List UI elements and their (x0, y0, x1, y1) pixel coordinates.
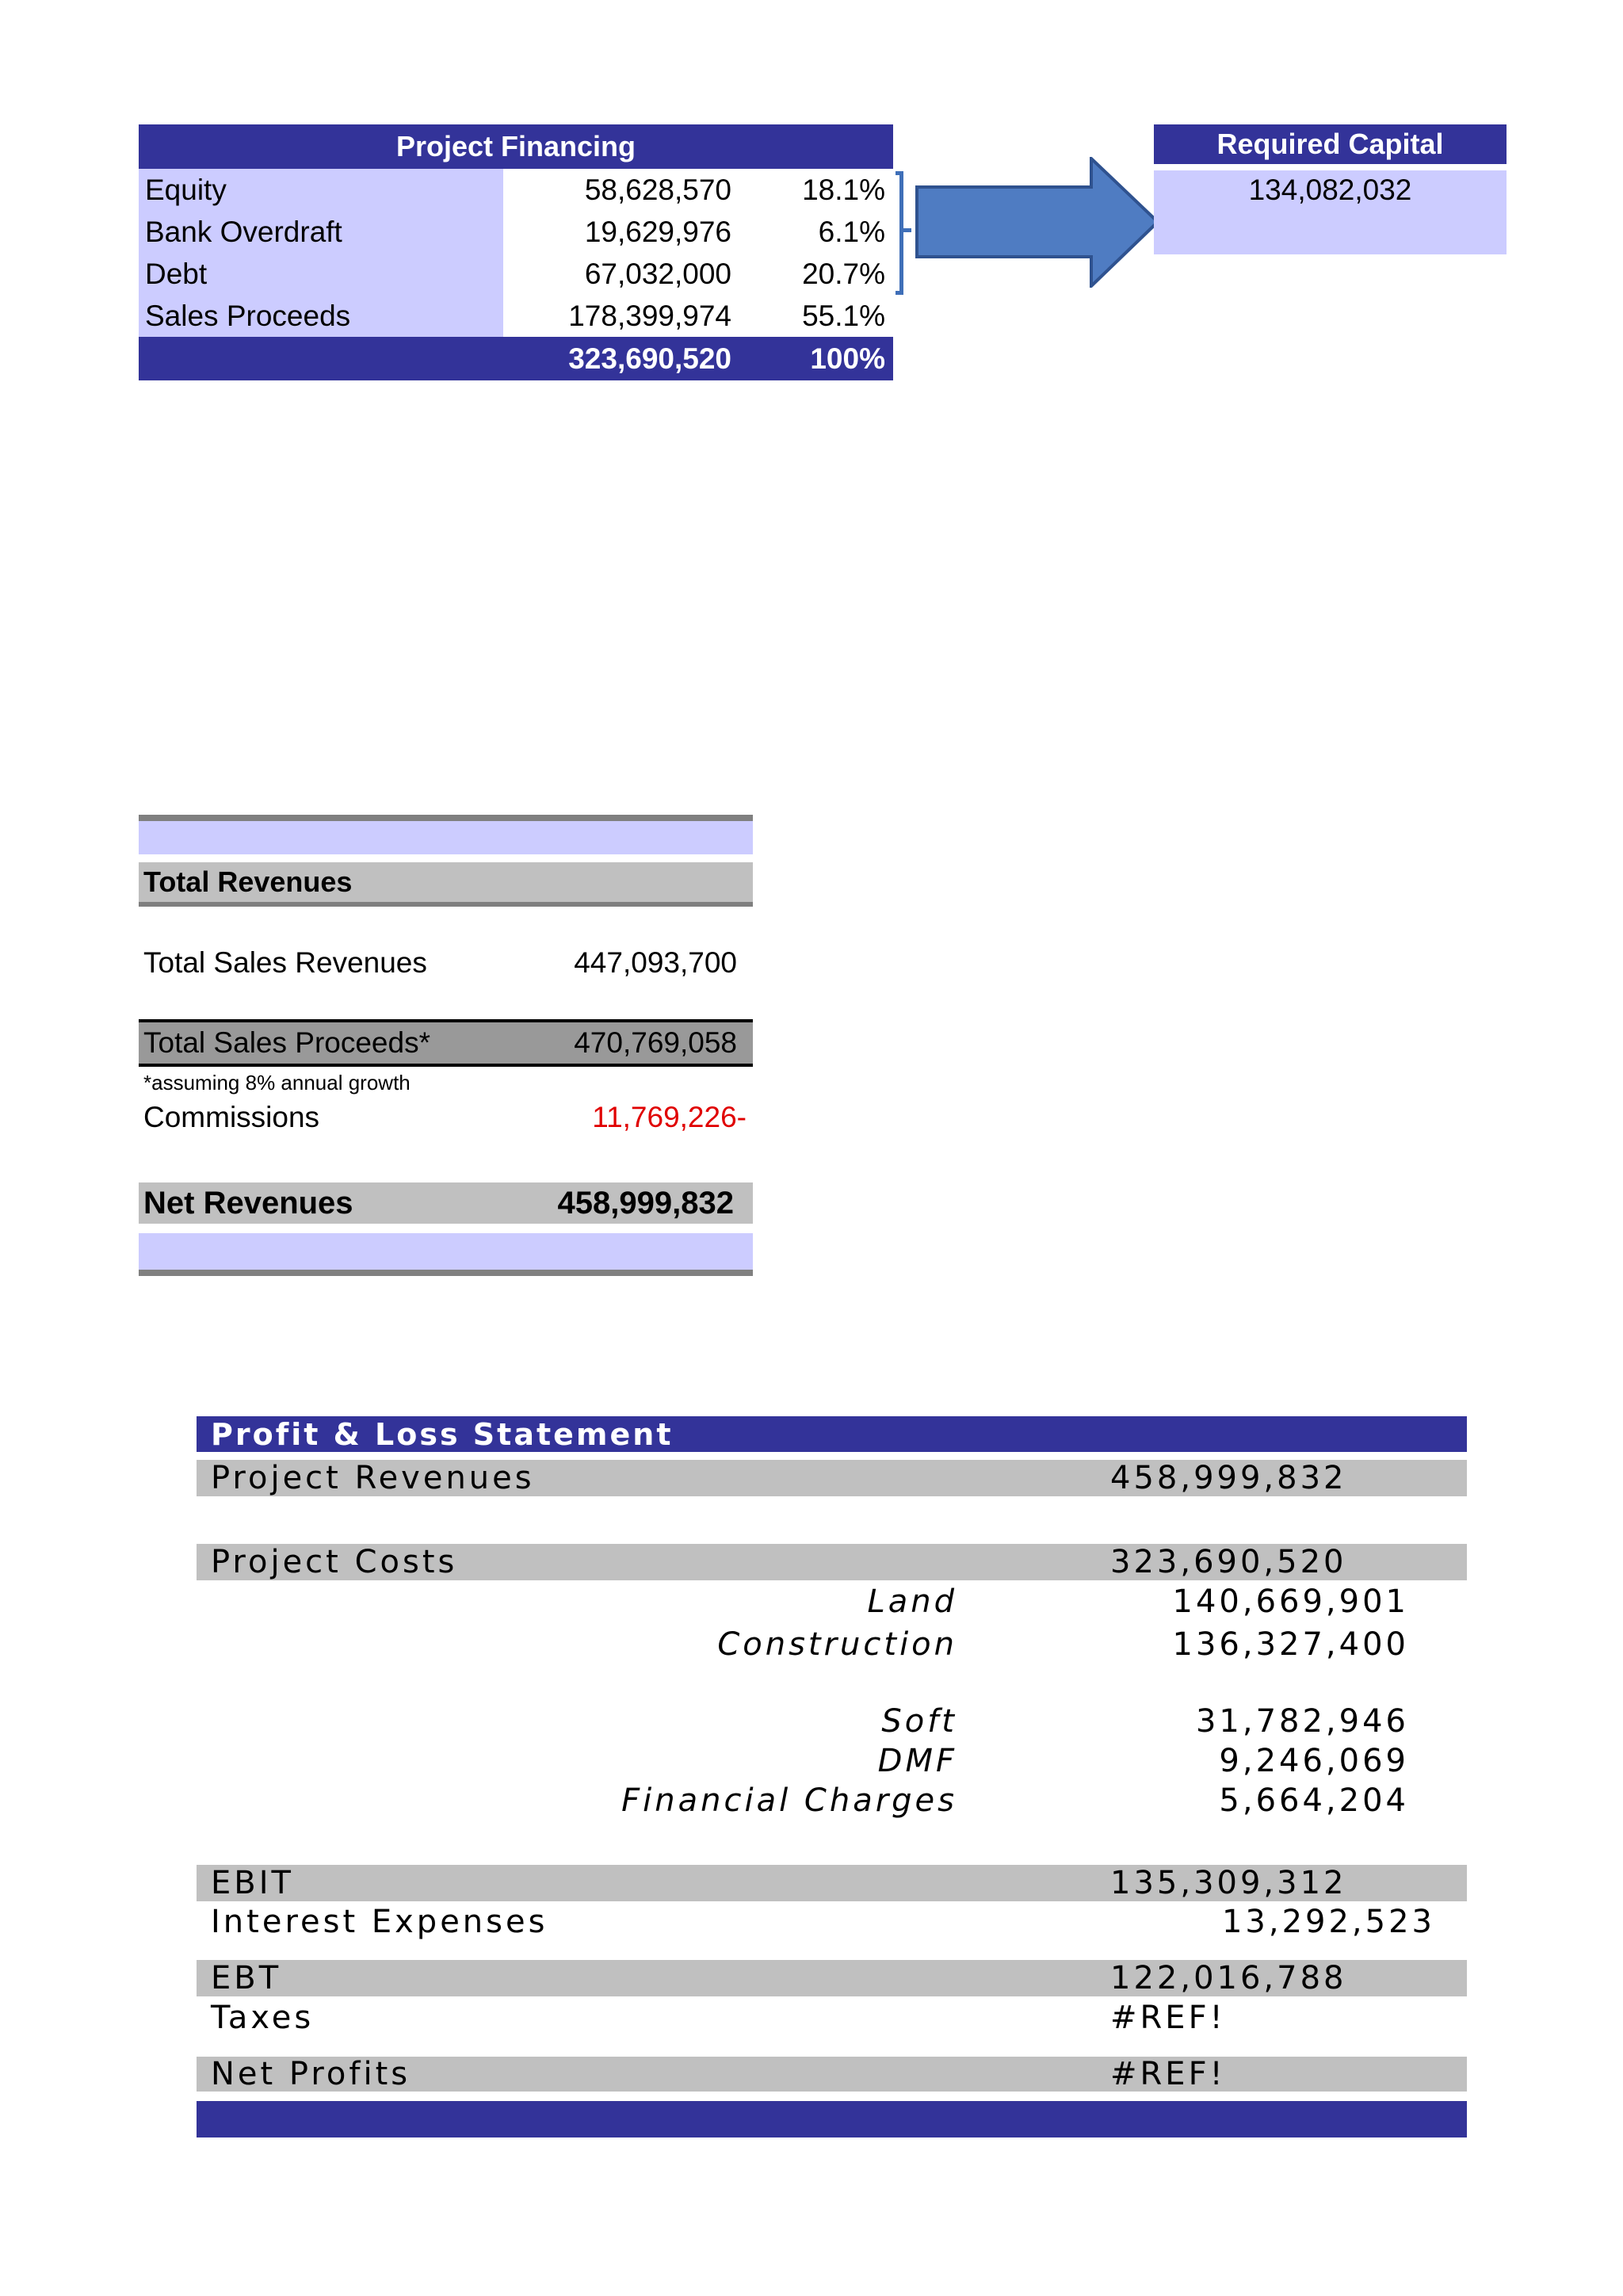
pnl-sub-label: Land (867, 1584, 957, 1620)
pnl-taxes-row (197, 1996, 1467, 2039)
total-sales-proceeds-row (139, 1019, 753, 1067)
pnl-value: 135,309,312 (1110, 1865, 1347, 1901)
pnl-bottom-bar (197, 2101, 1467, 2137)
pnl-sub-label: Financial Charges (621, 1782, 957, 1819)
financing-label: Sales Proceeds (139, 295, 503, 337)
pnl-label: EBT (211, 1960, 282, 1996)
financing-total-pct: 100% (810, 342, 885, 375)
financing-label: Bank Overdraft (139, 211, 503, 253)
financing-total-spacer (139, 337, 503, 380)
total-sales-revenues-label: Total Sales Revenues (143, 946, 427, 979)
pnl-title: Profit & Loss Statement (197, 1416, 1467, 1452)
financing-pct: 18.1% (802, 173, 885, 206)
required-capital-title: Required Capital (1154, 124, 1507, 164)
pnl-value: 13,292,523 (1221, 1904, 1435, 1940)
pnl-label: Net Profits (211, 2056, 411, 2092)
financing-label: Debt (139, 253, 503, 295)
commissions-value: 11,769,226- (592, 1101, 747, 1133)
total-sales-revenues-row (139, 937, 753, 989)
pnl-value: 458,999,832 (1110, 1460, 1347, 1496)
pnl-label: Project Costs (211, 1544, 458, 1580)
pnl-sub-value: 31,782,946 (1195, 1703, 1409, 1740)
financing-pct: 55.1% (802, 299, 885, 332)
pnl-value: 323,690,520 (1110, 1544, 1347, 1580)
financing-row-debt (139, 253, 893, 295)
pnl-project-revenues-row (197, 1460, 1467, 1496)
growth-footnote: *assuming 8% annual growth (143, 1070, 411, 1095)
pnl-label: Taxes (211, 2000, 315, 2036)
required-capital-value: 134,082,032 (1154, 170, 1507, 254)
financing-value: 178,399,974 (568, 299, 731, 332)
total-sales-revenues-value: 447,093,700 (574, 946, 737, 979)
pnl-value: #REF! (1110, 2056, 1226, 2092)
total-sales-proceeds-label: Total Sales Proceeds* (143, 1026, 430, 1059)
pnl-sub-value: 136,327,400 (1172, 1626, 1409, 1663)
net-revenues-value: 458,999,832 (557, 1185, 734, 1221)
pnl-sub-value: 5,664,204 (1219, 1782, 1409, 1819)
financing-pct: 20.7% (802, 257, 885, 290)
commissions-label: Commissions (143, 1101, 320, 1133)
pnl-sub-label: Construction (717, 1626, 957, 1663)
financing-row-sales-proceeds (139, 295, 893, 337)
financing-label: Equity (139, 169, 503, 211)
pnl-sub-label: DMF (877, 1743, 957, 1779)
pnl-value: 122,016,788 (1110, 1960, 1347, 1996)
financing-total-value: 323,690,520 (568, 342, 731, 375)
revenues-top-band (139, 821, 753, 854)
pnl-label: Project Revenues (211, 1460, 535, 1496)
pnl-soft-row (197, 1702, 1467, 1741)
revenues-header: Total Revenues (139, 862, 753, 907)
financing-value: 58,628,570 (584, 173, 731, 206)
commissions-row (139, 1098, 753, 1137)
pnl-construction-row (197, 1623, 1467, 1666)
financing-row-equity (139, 169, 893, 211)
bracket-tick (903, 228, 911, 232)
financing-pct: 6.1% (818, 215, 885, 248)
financing-value: 67,032,000 (584, 257, 731, 290)
revenues-top-rule (139, 815, 753, 821)
pnl-sub-label: Soft (881, 1703, 957, 1740)
required-capital-box (1154, 124, 1507, 254)
pnl-financial-charges-row (197, 1781, 1467, 1820)
pnl-land-row (197, 1580, 1467, 1623)
revenues-table (139, 815, 753, 1276)
project-financing-table (139, 124, 893, 380)
pnl-ebit-row (197, 1865, 1467, 1901)
financing-row-bank-overdraft (139, 211, 893, 253)
pnl-label: Interest Expenses (211, 1904, 548, 1940)
net-revenues-label: Net Revenues (143, 1185, 353, 1221)
net-revenues-row (139, 1182, 753, 1224)
pnl-dmf-row (197, 1741, 1467, 1781)
revenues-bottom-band (139, 1233, 753, 1276)
pnl-sub-value: 140,669,901 (1172, 1584, 1409, 1620)
pnl-sub-value: 9,246,069 (1219, 1743, 1409, 1779)
right-arrow-icon (915, 157, 1161, 288)
pnl-project-costs-row (197, 1544, 1467, 1580)
pnl-net-profits-row (197, 2057, 1467, 2092)
pnl-interest-row (197, 1901, 1467, 1943)
total-sales-proceeds-value: 470,769,058 (574, 1026, 737, 1059)
pnl-value: #REF! (1110, 2000, 1226, 2036)
bracket-connector (896, 171, 903, 295)
financing-value: 19,629,976 (584, 215, 731, 248)
pnl-ebt-row (197, 1960, 1467, 1996)
pnl-label: EBIT (211, 1865, 294, 1901)
pnl-statement (197, 1416, 1467, 2137)
project-financing-title: Project Financing (139, 124, 893, 169)
financing-total-row (139, 337, 893, 380)
